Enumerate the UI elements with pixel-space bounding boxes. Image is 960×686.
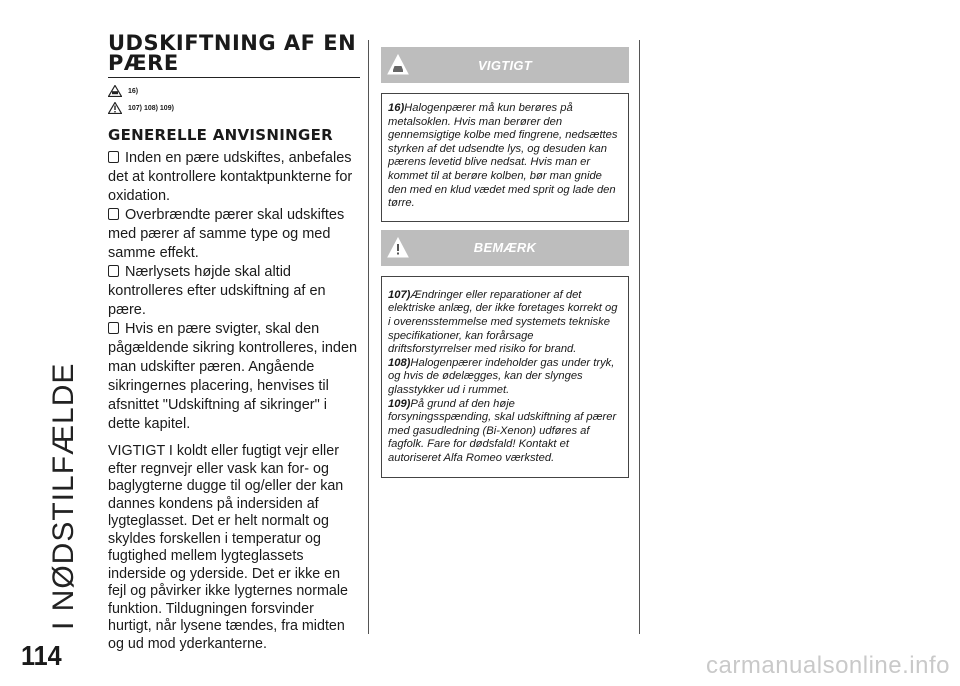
checkbox-bullet-icon [108,208,119,220]
car-warning-icon [387,54,409,76]
important-box [381,93,629,222]
list-item: Inden en pære udskiftes, anbefales det at kontrollere kontaktpunkterne for oxidation. [108,150,353,204]
checkbox-bullet-icon [108,265,119,277]
checkbox-bullet-icon [108,151,119,163]
list-item: Hvis en pære svigter, skal den pågældende sikring kontrolleres, inden man udskifter pæren. Angående sikringernes placering, henvises til afsnittet "Udskiftning af sikringer" i dette kapitel. [108,321,358,432]
column-divider-left [368,40,369,634]
list-item: Nærlysets højde skal altid kontrolleres efter udskiftning af en pære. [108,264,326,318]
reference-row-warning [108,102,360,114]
condensation-paragraph: VIGTIGT I koldt eller fugtigt vejr eller efter regnvejr eller vask kan for- og baglygterne dugge til og/eller der kan dannes kondens på indersiden af lygteglasset. Det er helt normalt og skyldes forskellen i temperatur og fugtighed mellem lygteglassets inderside og yderside. Det er ikke en fejl og påvirker ikke lygternes normale funktion. Tildugningen forsvinder hurtigt, når lysene tændes, fra midten og ud mod yderkanterne. [108,443,348,652]
page-number: 114 [21,640,62,671]
note-header [381,230,629,266]
bullet-list [108,149,360,434]
right-column [381,47,629,478]
car-warning-icon [108,85,122,97]
warning-icon [108,102,122,114]
note-16: 16)Halogenpærer må kun berøres på metalsoklen. Hvis man berører den gennemsigtige kolbe med fingrene, nedsættes styrken af det udsendte lys, og desuden kan pærens levetid blive nedsat. Hvis man er kommet til at berøre kolben, bør man gnide den med en klud vædet med sprit og lade den tørre. [388,102,618,210]
list-item: Overbrændte pærer skal udskiftes med pærer af samme type og med samme effekt. [108,207,345,261]
section-title: UDSKIFTNING AF EN PÆRE [108,33,360,78]
watermark-text: carmanualsonline.info [706,652,950,679]
chapter-side-title [40,30,80,630]
note-box [381,276,629,479]
reference-row-car [108,85,360,97]
note-109: 109)På grund af den høje forsyningsspænding, skal udskiftning af pærer med gasudledning (Bi-Xenon) udføres af fagfolk. Fare for dødsfald! Kontakt et autoriseret Alfa Romeo værksted. [388,397,617,464]
reference-numbers-2: 107) 108) 109) [128,104,174,112]
left-column [108,33,360,653]
important-label: VIGTIGT [477,57,533,73]
subsection-title: GENERELLE ANVISNINGER [108,126,333,144]
chapter-side-title-text: I NØDSTILFÆLDE [47,362,80,630]
note-107: 107)Ændringer eller reparationer af det elektriske anlæg, der ikke foretages korrekt og i overensstemmelse med systemets tekniske specifikationer, kan forårsage driftsforstyrrelser med risiko for brand. [388,288,618,356]
important-header [381,47,629,83]
checkbox-bullet-icon [108,322,119,334]
column-divider-right [639,40,640,634]
note-108: 108)Halogenpærer indeholder gas under tryk, og hvis de ødelægges, kan der slynges glasstykker ud i rummet. [388,356,615,396]
note-label: BEMÆRK [473,240,537,256]
reference-numbers-1: 16) [128,87,139,95]
warning-icon [387,237,409,259]
